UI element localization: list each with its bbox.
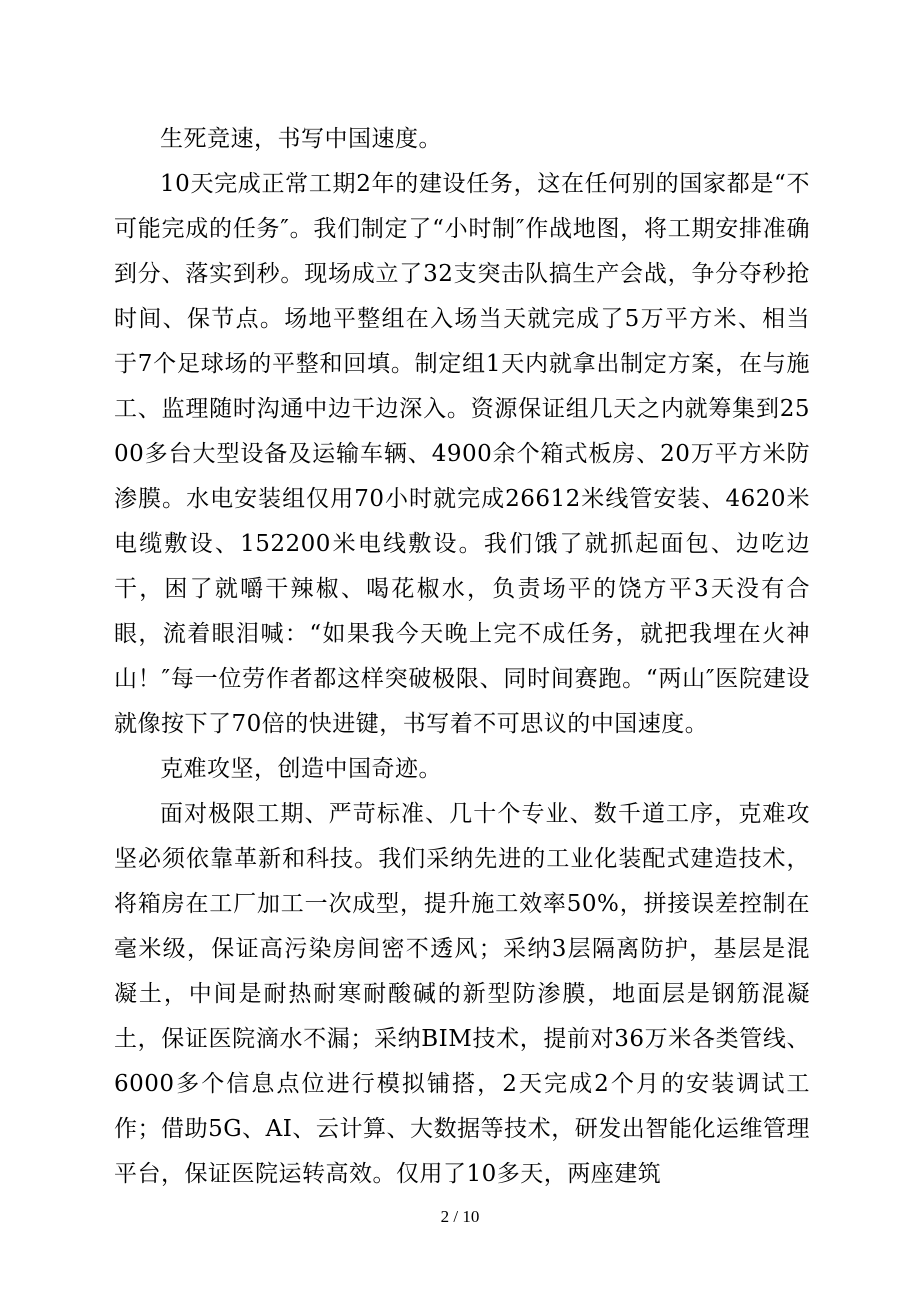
document-body [114, 117, 810, 1197]
paragraph-heading-speed: 生死竞速，书写中国速度。 [160, 126, 442, 152]
paragraph-speed-body: 10天完成正常工期2年的建设任务，这在任何别的国家都是“不可能完成的任务″。我们制定了“小时制″作战地图，将工期安排准确到分、落实到秒。现场成立了32支突击队搞生产会战，争分夺秒抢时间、保节点。场地平整组在入场当天就完成了5万平方米、相当于7个足球场的平整和回填。制定组1天内就拿出制定方案，在与施工、监理随时沟通中边干边深入。资源保证组几天之内就筹集到2500多台大型设备及运输车辆、4900余个箱式板房、20万平方米防渗膜。水电安装组仅用70小时就完成26612米线管安装、4620米电缆敷设、152200米电线敷设。我们饿了就抓起面包、边吃边干，困了就嚼干辣椒、喝花椒水，负责场平的饶方平3天没有合眼，流着眼泪喊：“如果我今天晚上完不成任务，就把我埋在火神山！″每一位劳作者都这样突破极限、同时间赛跑。“两山″医院建设就像按下了70倍的快进键，书写着不可思议的中国速度。 [114, 171, 810, 737]
paragraph-miracle-body: 面对极限工期、严苛标准、几十个专业、数千道工序，克难攻坚必须依靠革新和科技。我们采纳先进的工业化装配式建造技术，将箱房在工厂加工一次成型，提升施工效率50%，拼接误差控制在毫米级，保证高污染房间密不透风；采纳3层隔离防护，基层是混凝土，中间是耐热耐寒耐酸碱的新型防渗膜，地面层是钢筋混凝土，保证医院滴水不漏；采纳BIM技术，提前对36万米各类管线、6000多个信息点位进行模拟铺搭，2天完成2个月的安装调试工作；借助5G、AI、云计算、大数据等技术，研发出智能化运维管理平台，保证医院运转高效。仅用了10多天，两座建筑 [114, 801, 810, 1187]
page-number: 2 / 10 [440, 1207, 480, 1226]
paragraph-heading-miracle: 克难攻坚，创造中国奇迹。 [160, 756, 442, 782]
